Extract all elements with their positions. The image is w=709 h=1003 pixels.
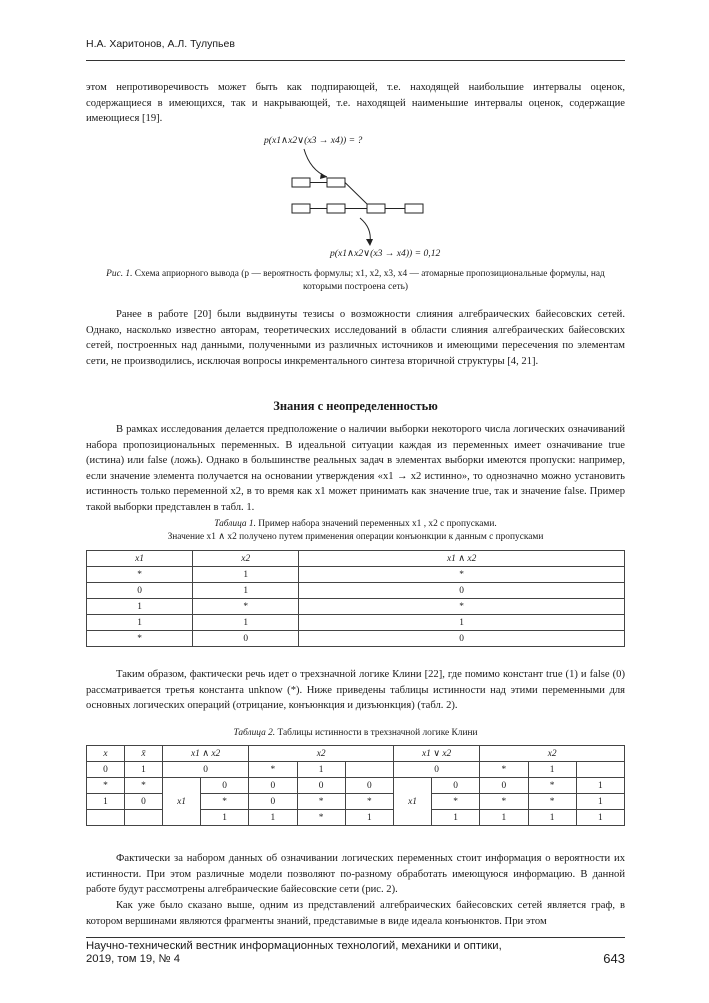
table-cell: 0 [249, 778, 297, 794]
table-cell: * [87, 631, 193, 647]
table-cell: 1 [576, 794, 624, 810]
table-cell: 1 [576, 778, 624, 794]
table-row [87, 615, 625, 631]
table-cell: 0 [299, 583, 625, 599]
table-cell: 1 [125, 762, 163, 778]
table-cell: * [528, 778, 576, 794]
figure-1-caption [86, 268, 625, 293]
table2-header: x1 ∨ x2 [394, 746, 480, 762]
figure-formula-top: p(x1∧x2∨(x3 → x4)) = ? [264, 135, 363, 146]
table-cell: * [480, 794, 528, 810]
table2-header: x2 [249, 746, 394, 762]
header-rule [86, 60, 625, 61]
figure-graph [260, 130, 460, 265]
table-cell [576, 762, 624, 778]
table2-header: x [87, 746, 125, 762]
table-cell: * [193, 599, 299, 615]
node [367, 204, 385, 213]
table-cell: 0 [432, 778, 480, 794]
node [327, 178, 345, 187]
table-cell: 0 [201, 778, 249, 794]
table-cell: 1 [87, 599, 193, 615]
table-cell: * [249, 762, 297, 778]
paragraph-3: В рамках исследования делается предположение о наличии выборки некоторого числа логических означиваний набора пропозициональных переменных. В идеальной ситуации каждая из переменных имеет означивание true (истина) или false (ложь). Однако в большинстве реальных задач в элементах выборки имеются пропуски: например, если значение элемента получается на основании утверждения «x1 → x2 истинно», то однозначно можно установить истинность только переменной x2, в то время как x1 может принимать как значение true, так и значение false. Пример такой выборки представлен в табл. 1. [86, 424, 625, 513]
page-number: 643 [603, 951, 625, 966]
table-2-caption [86, 727, 625, 740]
table-cell: 0 [193, 631, 299, 647]
table-cell: * [345, 794, 393, 810]
table-cell: * [297, 810, 345, 826]
table2-caption-lead: Таблица 2. [233, 728, 276, 738]
table-cell: 1 [193, 567, 299, 583]
table-cell: 1 [297, 762, 345, 778]
table-cell: 0 [249, 794, 297, 810]
table1-header: x2 [193, 551, 299, 567]
table-cell: x1 [163, 778, 201, 826]
footer-line-1: Научно-технический вестник информационных технологий, механики и оптики, [86, 940, 502, 952]
table-cell: 0 [480, 778, 528, 794]
table2-caption-text: Таблицы истинности в трехзначной логике Клини [277, 728, 478, 738]
footer-line-2: 2019, том 19, № 4 [86, 953, 181, 965]
table-cell [87, 810, 125, 826]
figure-1 [260, 130, 460, 265]
table-cell: 1 [87, 615, 193, 631]
node [327, 204, 345, 213]
table-cell: * [299, 599, 625, 615]
node [405, 204, 423, 213]
journal-footer [86, 940, 502, 966]
running-header: Н.А. Харитонов, А.Л. Тулупьев [86, 38, 235, 50]
table-cell: 0 [345, 778, 393, 794]
paragraph-2: Ранее в работе [20] были выдвинуты тезисы о возможности слияния алгебраических байесовских сетей. Однако, насколько известно авторам, теоретических исследований в области слияния алгебраических байесовских сетей, построенных над данными, полученными из различных источников и имеющими пересечения по элементам сети, не производились, исключая вопросы инкрементального синтеза вторичной структуры [4, 21]. [86, 309, 625, 367]
table-cell: 1 [193, 583, 299, 599]
table-cell: 0 [299, 631, 625, 647]
table-cell: 1 [345, 810, 393, 826]
footer-rule [86, 937, 625, 938]
table-cell: 0 [394, 762, 480, 778]
table-cell: 1 [87, 794, 125, 810]
table1-caption-line1: Пример набора значений переменных x1 , x2 с пропусками. [258, 519, 497, 529]
figure-formula-bottom: p(x1∧x2∨(x3 → x4)) = 0,12 [330, 248, 441, 259]
table-cell: 0 [125, 794, 163, 810]
caption-lead: Рис. 1. [106, 269, 133, 279]
table-cell: 1 [432, 810, 480, 826]
table-row [87, 762, 625, 778]
table-cell: 1 [528, 810, 576, 826]
table-cell: 1 [576, 810, 624, 826]
table-cell: 1 [299, 615, 625, 631]
table-row [87, 778, 625, 794]
table-cell: * [125, 778, 163, 794]
table-cell: * [528, 794, 576, 810]
table-cell: * [432, 794, 480, 810]
table-cell [345, 762, 393, 778]
table1-caption-lead: Таблица 1. [214, 519, 256, 529]
table-2 [86, 745, 625, 826]
node [292, 178, 310, 187]
table-cell: 1 [528, 762, 576, 778]
table-cell: 1 [249, 810, 297, 826]
table-cell: 0 [87, 762, 125, 778]
paragraph-4: Таким образом, фактически речь идет о трехзначной логике Клини [22], где помимо констант true (1) и false (0) рассматривается третья константа unknow (*). Ниже приведены таблицы истинности над этими переменными для основных логических операций (отрицание, конъюнкция и дизъюнкция) (табл. 2). [86, 669, 625, 712]
table-cell: * [201, 794, 249, 810]
table2-header: x1 ∧ x2 [163, 746, 249, 762]
table2-header: x̄ [125, 746, 163, 762]
table-row [87, 567, 625, 583]
table-cell: * [299, 567, 625, 583]
paragraph-5: Фактически за набором данных об означивании логических переменных стоит информация о вероятности их истинности. При этом различные модели позволяют по-разному обработать имеющуюся информацию. В данной работе будут рассмотрены алгебраические байесовские сети (рис. 2). [86, 853, 625, 896]
section-title: Знания с неопределенностью [273, 399, 438, 413]
table-row [87, 631, 625, 647]
table-cell: 1 [193, 615, 299, 631]
node [292, 204, 310, 213]
table-cell: 0 [87, 583, 193, 599]
table-cell: * [87, 567, 193, 583]
table-cell: * [297, 794, 345, 810]
table-1 [86, 550, 625, 647]
table1-header: x1 [87, 551, 193, 567]
table-row [87, 599, 625, 615]
table1-header: x1 ∧ x2 [299, 551, 625, 567]
caption-text: Схема априорного вывода (p — вероятность формулы; x1, x2, x3, x4 — атомарные пропозициональные формулы, над которыми построена сеть) [134, 269, 605, 292]
paragraph-1: этом непротиворечивость может быть как подпирающей, т.е. находящей наибольшие интервалы оценок, содержащиеся в имеющихся, так и накрывающей, т.е. находящей наименьшие интервалы оценок, содержащие имеющиеся [19]. [86, 82, 625, 125]
table-cell: 1 [201, 810, 249, 826]
table-cell: 0 [163, 762, 249, 778]
table-cell [125, 810, 163, 826]
table2-header: x2 [480, 746, 625, 762]
table-cell: * [87, 778, 125, 794]
table-1-caption [86, 518, 625, 543]
table-cell: x1 [394, 778, 432, 826]
table-cell: * [480, 762, 528, 778]
table-row [87, 583, 625, 599]
table-cell: 1 [480, 810, 528, 826]
paragraph-6: Как уже было сказано выше, одним из представлений алгебраических байесовских сетей является граф, в котором вершинами являются фрагменты знаний, представимые в виде идеала конъюнктов. При этом [86, 900, 625, 927]
table1-caption-line2: Значение x1 ∧ x2 получено путем применения операции конъюнкции к данным с пропусками [167, 531, 544, 542]
table-cell: 0 [297, 778, 345, 794]
